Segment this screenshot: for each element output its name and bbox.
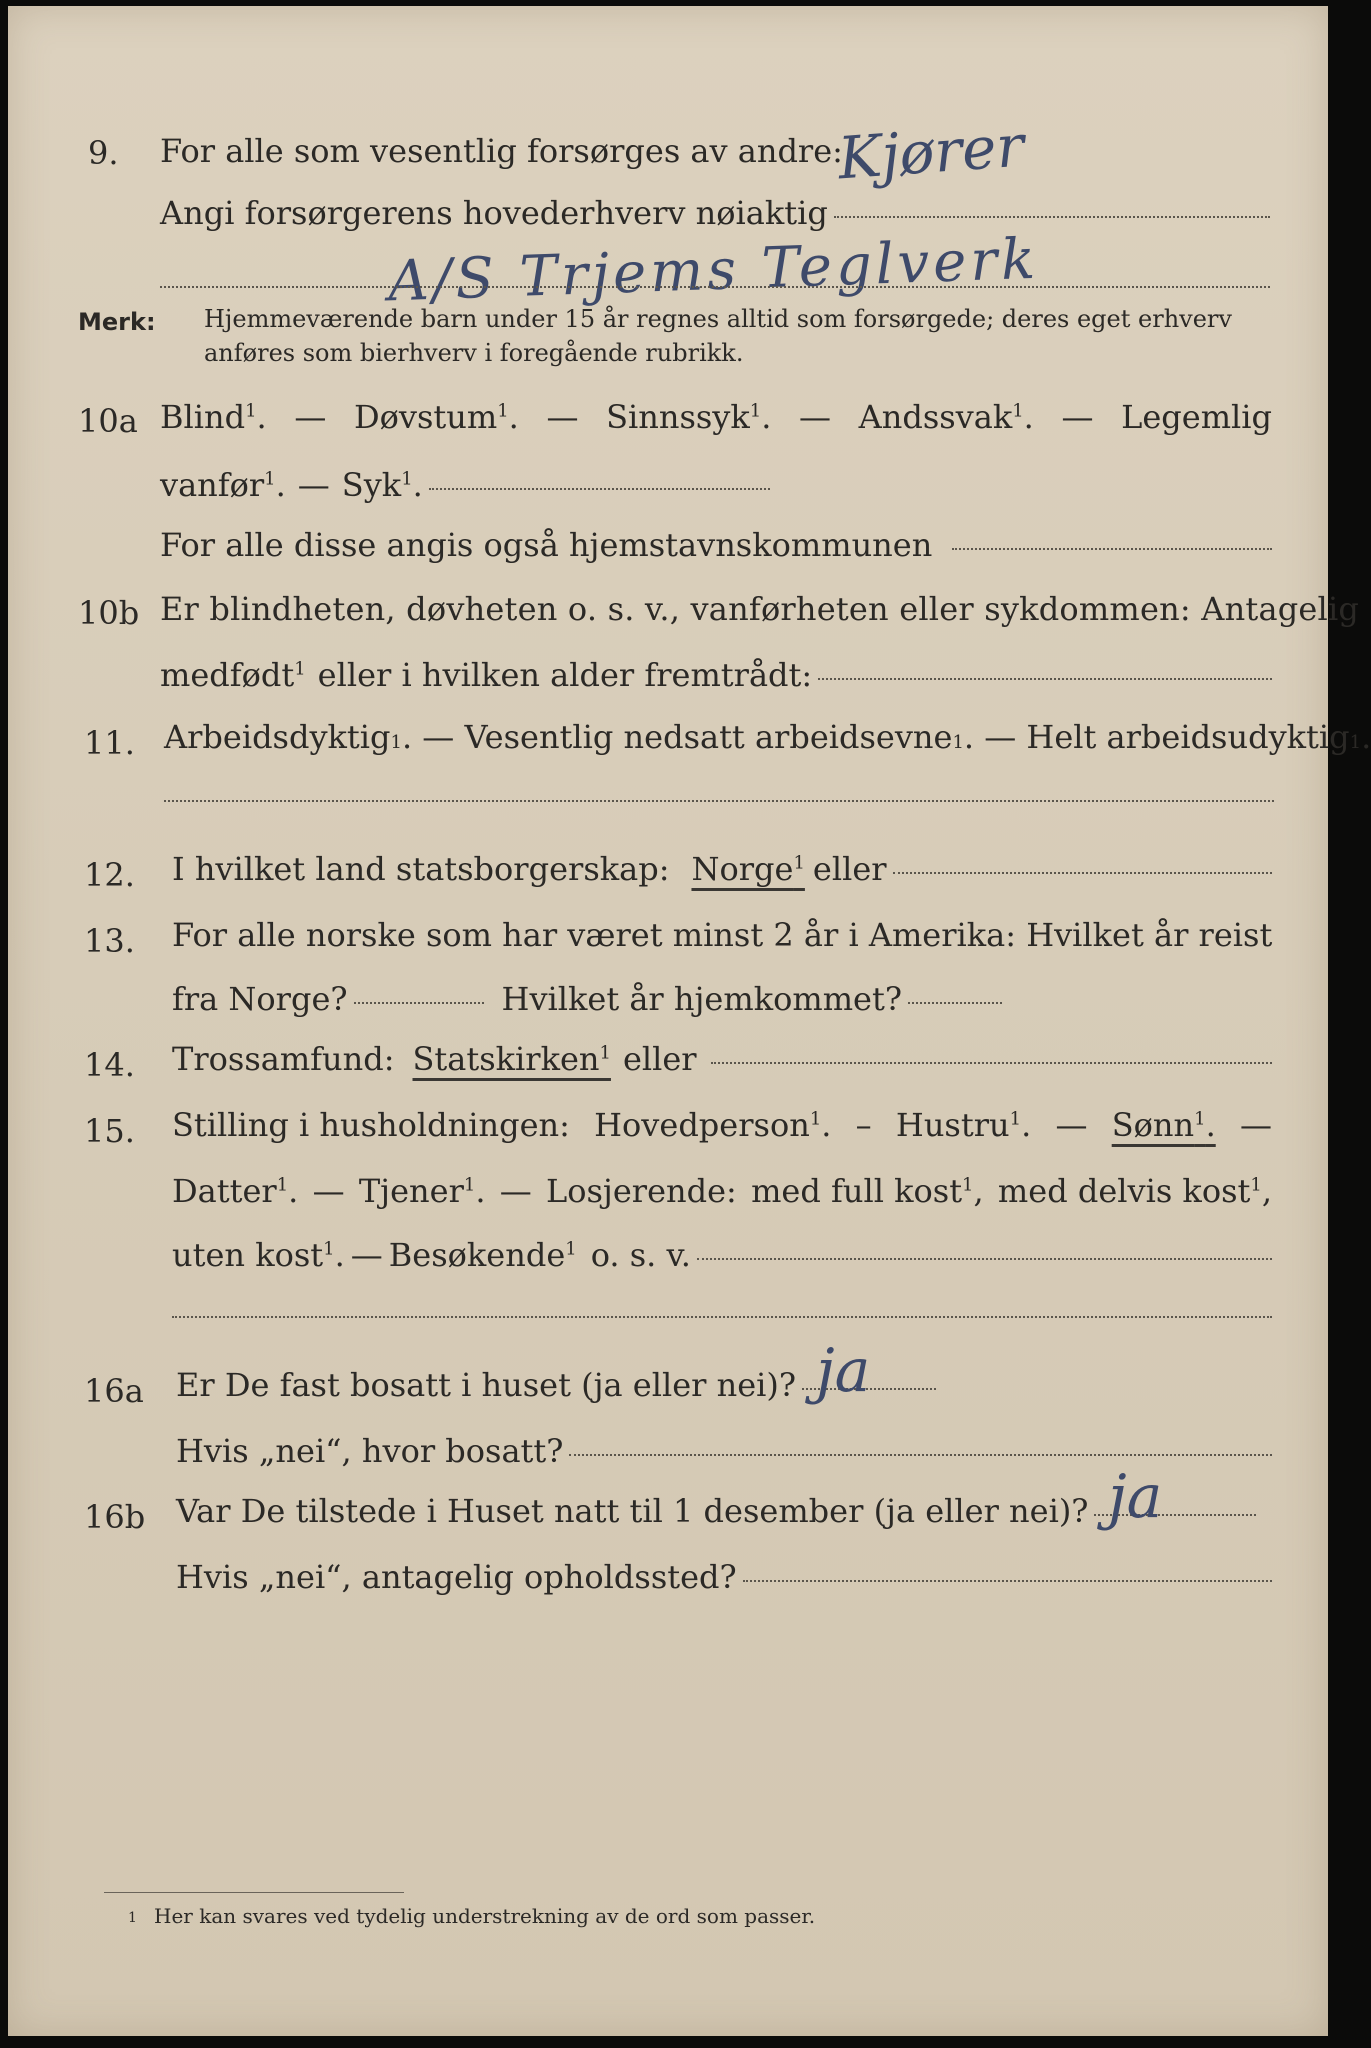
option-blind: Blind$^1$.: [160, 398, 267, 436]
option-medfodt: medfødt$^1$: [160, 656, 306, 694]
option-statskirken: Statskirken$^1$: [412, 1040, 611, 1078]
q16b-line1: [176, 1492, 1256, 1530]
q11-answer-line: [164, 800, 1274, 802]
q10a-line2: [160, 466, 770, 504]
q11-number: 11.: [84, 724, 135, 762]
q14-text: Trossamfund:: [172, 1040, 395, 1078]
q13-reist-label: fra Norge?: [172, 980, 348, 1018]
footnote-mark: 1: [128, 1910, 137, 1926]
q15-line2: Datter$^1$. — Tjener$^1$. — Losjerende: med full kost$^1$, med delvis kost$^1$,: [172, 1172, 1272, 1210]
separator: —: [799, 398, 831, 436]
q16b-answer: ja: [1108, 1462, 1163, 1532]
merk-line2: anføres som bierhverv i foregående rubrikk.: [204, 339, 744, 367]
merk-line1: Hjemmeværende barn under 15 år regnes alltid som forsørgede; deres eget erhverv: [204, 305, 1232, 333]
q16b-number: 16b: [84, 1498, 146, 1536]
q12-line: [172, 850, 1272, 888]
q9-line1: For alle som vesentlig forsørges av andre:: [160, 132, 843, 170]
q12-dots: [893, 872, 1272, 874]
option-tjener: Tjener$^1$.: [358, 1172, 486, 1210]
q10a-line3-text: For alle disse angis også hjemstavnskommunen: [160, 526, 933, 564]
q10b-line2-dots: [818, 678, 1272, 680]
q14-dots: [711, 1062, 1272, 1064]
q10a-line3-dots: [952, 548, 1272, 550]
option-datter: Datter$^1$.: [172, 1172, 299, 1210]
q16a-number: 16a: [84, 1372, 144, 1410]
q13-hjemkommet-dots: [908, 1002, 1002, 1004]
q9-number: 9.: [88, 134, 119, 172]
q15-number: 15.: [84, 1112, 135, 1150]
q16a-line2-dots: [569, 1454, 1272, 1456]
option-sonn: Sønn$^1$.: [1111, 1106, 1216, 1144]
footnote-text: Her kan svares ved tydelig understrekning av de ord som passer.: [154, 1904, 816, 1928]
q10b-line2: [160, 656, 1272, 694]
q13-line2: [172, 980, 1002, 1018]
q15-answer-line: [172, 1316, 1272, 1318]
q12-number: 12.: [84, 856, 135, 894]
q9-answer-employer: A/S Trjems Teglverk: [387, 226, 1041, 315]
q15-line3: uten kost$^1$. — Besøkende$^1$ o. s. v.: [172, 1236, 1272, 1274]
option-udyktig: . — Helt arbeidsudyktig: [963, 718, 1350, 756]
option-sinnssyk: Sinnssyk$^1$.: [606, 398, 772, 436]
q16a-answer: ja: [816, 1336, 871, 1406]
q13-hjemkommet-label: Hvilket år hjemkommet?: [501, 980, 902, 1018]
q10a-number: 10a: [78, 402, 138, 440]
option-hovedperson: Hovedperson$^1$.: [594, 1106, 832, 1144]
option-norge: Norge$^1$: [691, 850, 805, 888]
q9-line2-text: Angi forsørgerens hovederhverv nøiaktig: [160, 194, 828, 232]
q10a-line1: [160, 398, 1272, 436]
option-arbeidsdyktig: Arbeidsdyktig: [164, 718, 391, 756]
merk-label: Merk:: [78, 308, 156, 336]
separator: —: [294, 398, 327, 436]
q9-answer-line-2: [160, 286, 1270, 288]
q14-number: 14.: [84, 1046, 135, 1084]
q15-line1: Stilling i husholdningen: Hovedperson$^1$. – Hustru$^1$. — Sønn$^1$. —: [172, 1106, 1272, 1144]
option-nedsatt: . — Vesentlig nedsatt arbeidsevne: [401, 718, 953, 756]
q10b-line2-text: eller i hvilken alder fremtrådt:: [317, 656, 813, 694]
separator: —: [1061, 398, 1094, 436]
q10b-line1: Er blindheten, døvheten o. s. v., vanførheten eller sykdommen: Antagelig: [160, 590, 1360, 628]
q12-text: I hvilket land statsborgerskap:: [172, 850, 670, 888]
option-vanfor: vanfør$^1$.: [160, 466, 286, 504]
q15-osv: o. s. v.: [590, 1236, 691, 1274]
q15-losjerende: Losjerende:: [545, 1172, 737, 1210]
option-uten-kost: uten kost$^1$.: [172, 1236, 345, 1274]
option-full-kost: med full kost$^1$,: [751, 1172, 984, 1210]
q14-line: [172, 1040, 1272, 1078]
q16b-question: Var De tilstede i Huset natt til 1 desember (ja eller nei)?: [176, 1492, 1089, 1530]
q13-number: 13.: [84, 922, 135, 960]
option-delvis-kost: med delvis kost$^1$,: [997, 1172, 1272, 1210]
separator: —: [297, 466, 330, 504]
q13-line1: For alle norske som har været minst 2 år i Amerika: Hvilket år reist: [172, 916, 1273, 954]
footnote-rule: [104, 1892, 404, 1893]
option-hustru: Hustru$^1$.: [895, 1106, 1032, 1144]
option-andssvak: Andssvak$^1$.: [858, 398, 1034, 436]
q15-label: Stilling i husholdningen:: [172, 1106, 570, 1144]
q12-eller: eller: [812, 850, 887, 888]
q16b-followup: Hvis „nei“, antagelig opholdssted?: [176, 1558, 737, 1596]
q10a-line2-dots: [429, 488, 770, 490]
q9-answer-occupation: Kjører: [835, 111, 1027, 193]
option-legemlig: Legemlig: [1121, 398, 1272, 436]
q15-dots: [697, 1258, 1272, 1260]
q16b-line2-dots: [743, 1580, 1272, 1582]
q14-eller: eller: [622, 1040, 697, 1078]
q9-answer-line: [834, 216, 1270, 218]
q10b-number: 10b: [78, 594, 140, 632]
option-dovstum: Døvstum$^1$.: [353, 398, 519, 436]
q16a-followup: Hvis „nei“, hvor bosatt?: [176, 1432, 564, 1470]
option-besokende: Besøkende$^1$: [388, 1236, 577, 1274]
q13-reist-dots: [354, 1002, 484, 1004]
q9-line2: [160, 194, 1270, 232]
separator: —: [546, 398, 579, 436]
census-form-page: [8, 6, 1371, 2036]
option-syk: Syk$^1$.: [341, 466, 423, 504]
q16a-question: Er De fast bosatt i huset (ja eller nei)?: [176, 1366, 797, 1404]
q10a-line3: [160, 526, 1272, 564]
q16b-line2: [176, 1558, 1272, 1596]
q11-line1: Arbeidsdyktig 1 . — Vesentlig nedsatt arbeidsevne 1 . — Helt arbeidsudyktig 1 .: [164, 718, 1371, 756]
